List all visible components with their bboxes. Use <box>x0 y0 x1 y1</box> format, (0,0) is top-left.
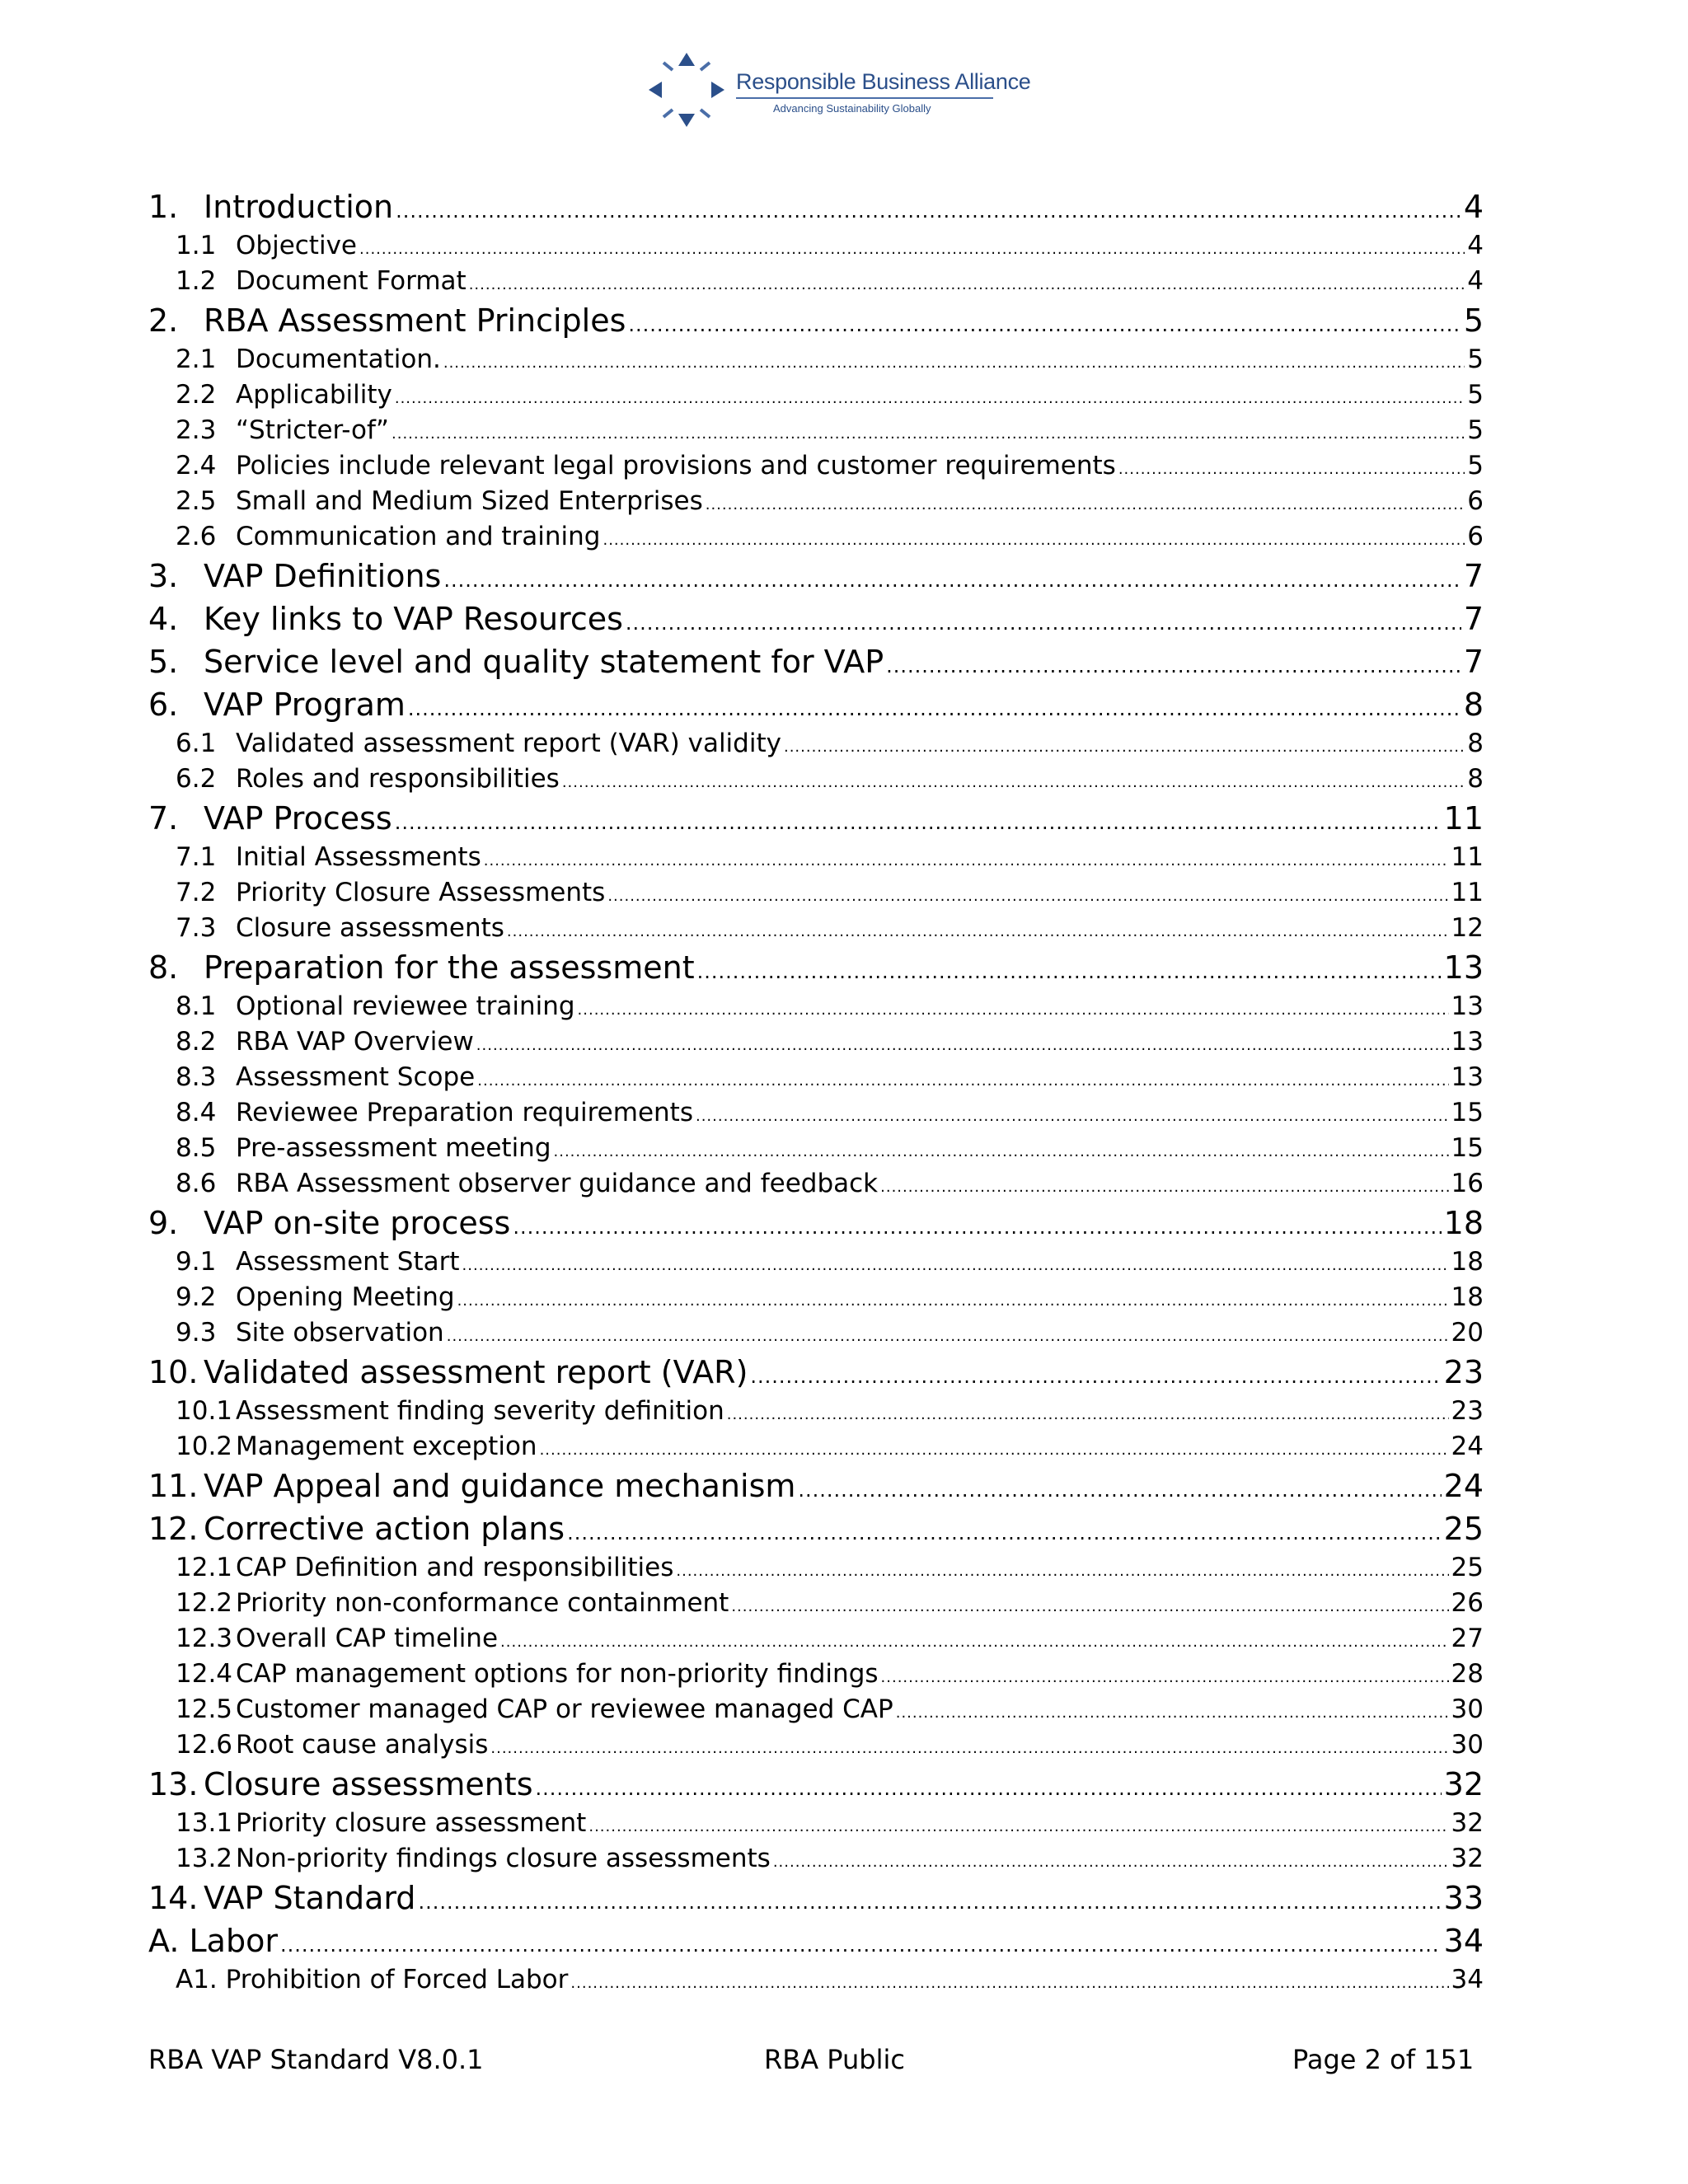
toc-entry-number: 8.4 <box>176 1098 217 1127</box>
toc-section-entry[interactable] <box>148 1763 1484 1806</box>
toc-subsection-entry[interactable] <box>148 1550 1484 1586</box>
toc-dot-leader <box>476 1028 1449 1063</box>
toc-section-entry[interactable] <box>148 1465 1484 1507</box>
toc-entry-number: 10.1 <box>176 1396 233 1426</box>
toc-subsection-entry[interactable] <box>148 1429 1484 1465</box>
toc-entry-number: 2.2 <box>176 380 217 410</box>
toc-dot-leader <box>896 1695 1449 1731</box>
toc-entry-title[interactable]: VAP Process <box>204 800 392 837</box>
toc-subsection-entry[interactable] <box>148 989 1484 1024</box>
toc-entry-title[interactable]: Management exception <box>236 1432 537 1461</box>
toc-entry-number: 6. <box>148 687 179 723</box>
toc-entry-number: 9.1 <box>176 1247 217 1277</box>
toc-entry-title[interactable]: Documentation. <box>236 344 441 374</box>
toc-entry-page[interactable]: 5 <box>1463 302 1484 339</box>
toc-dot-leader <box>443 559 1461 602</box>
toc-entry-title[interactable]: Opening Meeting <box>236 1282 455 1312</box>
toc-dot-leader <box>697 950 1442 993</box>
toc-subsection-entry[interactable] <box>148 1657 1484 1692</box>
toc-entry-page[interactable]: 11 <box>1451 842 1484 872</box>
toc-subsection-entry[interactable] <box>148 1394 1484 1429</box>
toc-entry-page[interactable]: 24 <box>1443 1468 1484 1504</box>
toc-entry-page[interactable]: 18 <box>1451 1247 1484 1277</box>
toc-entry-page[interactable]: 7 <box>1463 601 1484 637</box>
toc-entry-title[interactable]: Initial Assessments <box>236 842 481 872</box>
toc-dot-leader <box>798 1469 1441 1511</box>
toc-entry-number: 1. <box>148 189 179 225</box>
toc-entry-title[interactable]: Corrective action plans <box>204 1511 565 1547</box>
toc-subsection-entry[interactable] <box>148 762 1484 797</box>
toc-entry-page[interactable]: 11 <box>1443 800 1484 837</box>
toc-entry-title[interactable]: Closure assessments <box>204 1766 533 1802</box>
toc-entry-number: 2.1 <box>176 344 217 374</box>
toc-dot-leader <box>696 1099 1449 1134</box>
toc-entry-title[interactable]: A. Labor <box>148 1923 278 1959</box>
toc-entry-number: 10. <box>148 1354 199 1390</box>
toc-subsection-entry[interactable] <box>148 1095 1484 1131</box>
toc-section-entry[interactable] <box>148 683 1484 726</box>
toc-dot-leader <box>607 879 1448 914</box>
toc-entry-title[interactable]: Priority Closure Assessments <box>236 878 606 907</box>
toc-entry-page[interactable]: 4 <box>1467 266 1484 296</box>
toc-entry-page[interactable]: 25 <box>1451 1553 1484 1582</box>
toc-subsection-entry[interactable] <box>148 1806 1484 1841</box>
toc-entry-page[interactable]: 4 <box>1467 231 1484 260</box>
toc-entry-title[interactable]: Reviewee Preparation requirements <box>236 1098 693 1127</box>
toc-entry-page[interactable]: 7 <box>1463 644 1484 680</box>
toc-entry-page[interactable]: 11 <box>1451 878 1484 907</box>
toc-entry-title[interactable]: RBA Assessment observer guidance and feedback <box>236 1169 879 1198</box>
toc-dot-leader <box>881 1660 1449 1695</box>
toc-entry-number: 7.1 <box>176 842 217 872</box>
toc-entry-number: 1.2 <box>176 266 217 296</box>
toc-section-entry[interactable] <box>148 299 1484 342</box>
toc-entry-number: 8.6 <box>176 1169 217 1198</box>
footer-classification: RBA Public <box>764 2044 905 2075</box>
toc-entry-title[interactable]: Introduction <box>204 189 394 225</box>
toc-dot-leader <box>540 1432 1449 1468</box>
toc-dot-leader <box>462 1248 1449 1283</box>
toc-section-entry[interactable] <box>148 1877 1484 1919</box>
toc-entry-number: 7. <box>148 800 179 837</box>
toc-entry-number: 6.2 <box>176 764 217 794</box>
toc-section-entry[interactable] <box>148 185 1484 228</box>
toc-entry-title[interactable]: Preparation for the assessment <box>204 949 695 986</box>
toc-entry-page[interactable]: 6 <box>1467 486 1484 516</box>
org-name: Responsible Business Alliance <box>736 69 1031 94</box>
toc-section-entry[interactable] <box>148 946 1484 989</box>
toc-entry-page[interactable]: 25 <box>1443 1511 1484 1547</box>
toc-dot-leader <box>395 801 1442 844</box>
toc-entry-number: 3. <box>148 558 179 594</box>
toc-dot-leader <box>603 523 1465 558</box>
toc-dot-leader <box>1118 452 1465 487</box>
toc-entry-title[interactable]: VAP Appeal and guidance mechanism <box>204 1468 796 1504</box>
toc-dot-leader <box>628 303 1461 346</box>
toc-entry-page[interactable]: 5 <box>1467 415 1484 445</box>
toc-entry-number: 8.3 <box>176 1062 217 1092</box>
toc-subsection-entry[interactable] <box>148 840 1484 875</box>
toc-entry-page[interactable]: 8 <box>1467 729 1484 758</box>
toc-entry-page[interactable]: 4 <box>1463 189 1484 225</box>
toc-subsection-entry[interactable] <box>148 1131 1484 1166</box>
toc-entry-page[interactable]: 5 <box>1467 380 1484 410</box>
toc-dot-leader <box>457 1283 1449 1319</box>
toc-dot-leader <box>392 416 1465 452</box>
toc-entry-title[interactable]: Priority non-conformance containment <box>236 1588 729 1618</box>
toc-subsection-entry[interactable] <box>148 342 1484 377</box>
toc-entry-number: 2.6 <box>176 522 217 551</box>
toc-entry-number: 12.2 <box>176 1588 233 1618</box>
toc-entry-number: 2.5 <box>176 486 217 516</box>
toc-entry-title[interactable]: Pre-assessment meeting <box>236 1133 551 1163</box>
toc-entry-title[interactable]: RBA VAP Overview <box>236 1027 474 1057</box>
toc-entry-title[interactable]: Overall CAP timeline <box>236 1624 499 1653</box>
toc-entry-page[interactable]: 18 <box>1451 1282 1484 1312</box>
toc-entry-title[interactable]: VAP on-site process <box>204 1205 511 1241</box>
toc-section-entry[interactable] <box>148 555 1484 598</box>
toc-dot-leader <box>784 729 1465 765</box>
logo-divider <box>736 97 993 99</box>
toc-subsection-entry[interactable] <box>148 1962 1484 1998</box>
toc-entry-title[interactable]: RBA Assessment Principles <box>204 302 626 339</box>
toc-dot-leader <box>490 1731 1448 1766</box>
toc-entry-page[interactable]: 13 <box>1451 991 1484 1021</box>
toc-entry-page[interactable]: 5 <box>1467 344 1484 374</box>
toc-entry-number: 12. <box>148 1511 199 1547</box>
toc-subsection-entry[interactable] <box>148 875 1484 911</box>
toc-entry-title[interactable]: Validated assessment report (VAR) <box>204 1354 748 1390</box>
toc-entry-page[interactable]: 12 <box>1451 913 1484 943</box>
toc-dot-leader <box>562 765 1465 800</box>
toc-entry-number: 9. <box>148 1205 179 1241</box>
toc-subsection-entry[interactable] <box>148 448 1484 484</box>
toc-dot-leader <box>588 1809 1448 1844</box>
toc-dot-leader <box>500 1624 1449 1660</box>
toc-dot-leader <box>886 644 1461 687</box>
toc-subsection-entry[interactable] <box>148 1621 1484 1657</box>
toc-entry-number: 8.2 <box>176 1027 217 1057</box>
toc-entry-title[interactable]: Optional reviewee training <box>236 991 575 1021</box>
toc-entry-page[interactable]: 23 <box>1451 1396 1484 1426</box>
toc-subsection-entry[interactable] <box>148 519 1484 555</box>
toc-subsection-entry[interactable] <box>148 1166 1484 1202</box>
toc-entry-title[interactable]: CAP management options for non-priority findings <box>236 1659 879 1689</box>
toc-entry-page[interactable]: 23 <box>1443 1354 1484 1390</box>
toc-entry-number: 4. <box>148 601 179 637</box>
toc-entry-page[interactable]: 33 <box>1443 1880 1484 1916</box>
footer-page-number: Page 2 of 151 <box>1292 2044 1475 2075</box>
toc-entry-title[interactable]: Small and Medium Sized Enterprises <box>236 486 703 516</box>
toc-entry-number: 6.1 <box>176 729 217 758</box>
toc-entry-page[interactable]: 13 <box>1451 1062 1484 1092</box>
toc-subsection-entry[interactable] <box>148 1727 1484 1763</box>
toc-entry-title[interactable]: Site observation <box>236 1318 444 1347</box>
toc-entry-number: 8. <box>148 949 179 986</box>
toc-dot-leader <box>408 687 1461 730</box>
toc-section-entry[interactable] <box>148 640 1484 683</box>
toc-dot-leader <box>513 1206 1441 1249</box>
toc-entry-title[interactable]: Key links to VAP Resources <box>204 601 623 637</box>
toc-entry-title[interactable]: Policies include relevant legal provisions and customer requirements <box>236 451 1116 480</box>
toc-section-entry[interactable] <box>148 1202 1484 1244</box>
toc-subsection-entry[interactable] <box>148 484 1484 519</box>
toc-dot-leader <box>396 190 1461 232</box>
toc-entry-title[interactable]: Validated assessment report (VAR) validity <box>236 729 781 758</box>
toc-entry-title[interactable]: Closure assessments <box>236 913 504 943</box>
toc-entry-title[interactable]: VAP Program <box>204 687 406 723</box>
toc-dot-leader <box>578 992 1449 1028</box>
toc-entry-number: 12.5 <box>176 1694 233 1724</box>
toc-entry-title[interactable]: Non-priority findings closure assessments <box>236 1844 771 1873</box>
toc-entry-page[interactable]: 30 <box>1451 1730 1484 1760</box>
toc-entry-number: 2.4 <box>176 451 217 480</box>
toc-entry-number: 13.2 <box>176 1844 233 1873</box>
toc-entry-page[interactable]: 32 <box>1451 1844 1484 1873</box>
toc-section-entry[interactable] <box>148 1507 1484 1550</box>
toc-entry-page[interactable]: 32 <box>1451 1808 1484 1838</box>
toc-entry-page[interactable]: 28 <box>1451 1659 1484 1689</box>
toc-dot-leader <box>676 1554 1448 1589</box>
toc-entry-number: 2.3 <box>176 415 217 445</box>
toc-dot-leader <box>359 232 1465 267</box>
toc-entry-page[interactable]: 13 <box>1443 949 1484 986</box>
toc-entry-number: 12.3 <box>176 1624 233 1653</box>
toc-dot-leader <box>418 1881 1441 1924</box>
toc-entry-page[interactable]: 5 <box>1467 451 1484 480</box>
toc-subsection-entry[interactable] <box>148 264 1484 299</box>
toc-entry-page[interactable]: 13 <box>1451 1027 1484 1057</box>
toc-dot-leader <box>469 267 1465 302</box>
toc-dot-leader <box>477 1063 1448 1099</box>
toc-entry-title[interactable]: Assessment finding severity definition <box>236 1396 724 1426</box>
toc-entry-title[interactable]: “Stricter-of” <box>236 415 389 445</box>
toc-entry-page[interactable]: 15 <box>1451 1133 1484 1163</box>
toc-subsection-entry[interactable] <box>148 1586 1484 1621</box>
toc-section-entry[interactable] <box>148 1919 1484 1962</box>
toc-entry-number: 12.4 <box>176 1659 233 1689</box>
toc-dot-leader <box>570 1966 1448 2001</box>
toc-dot-leader <box>484 843 1449 879</box>
toc-entry-title[interactable]: Root cause analysis <box>236 1730 489 1760</box>
toc-subsection-entry[interactable] <box>148 1692 1484 1727</box>
toc-dot-leader <box>773 1844 1449 1880</box>
toc-entry-number: 12.6 <box>176 1730 233 1760</box>
toc-dot-leader <box>507 914 1449 949</box>
toc-subsection-entry[interactable] <box>148 1315 1484 1351</box>
toc-entry-page[interactable]: 26 <box>1451 1588 1484 1618</box>
toc-entry-number: 7.3 <box>176 913 217 943</box>
toc-entry-page[interactable]: 30 <box>1451 1694 1484 1724</box>
toc-subsection-entry[interactable] <box>148 1841 1484 1877</box>
toc-entry-title[interactable]: Roles and responsibilities <box>236 764 560 794</box>
toc-subsection-entry[interactable] <box>148 1280 1484 1315</box>
toc-entry-page[interactable]: 32 <box>1443 1766 1484 1802</box>
toc-entry-number: 7.2 <box>176 878 217 907</box>
toc-dot-leader <box>536 1767 1442 1810</box>
toc-entry-number: 2. <box>148 302 179 339</box>
toc-entry-number: 8.1 <box>176 991 217 1021</box>
toc-entry-page[interactable]: 7 <box>1463 558 1484 594</box>
toc-entry-page[interactable]: 27 <box>1451 1624 1484 1653</box>
toc-entry-page[interactable]: 34 <box>1443 1923 1484 1959</box>
toc-dot-leader <box>443 345 1465 381</box>
toc-entry-title[interactable]: Assessment Start <box>236 1247 460 1277</box>
toc-entry-number: 14. <box>148 1880 199 1916</box>
toc-dot-leader <box>395 381 1465 416</box>
toc-entry-number: 13. <box>148 1766 199 1802</box>
toc-entry-page[interactable]: 15 <box>1451 1098 1484 1127</box>
toc-entry-number: 5. <box>148 644 179 680</box>
toc-entry-page[interactable]: 20 <box>1451 1318 1484 1347</box>
toc-entry-page[interactable]: 8 <box>1463 687 1484 723</box>
toc-entry-title[interactable]: A1. Prohibition of Forced Labor <box>176 1965 569 1994</box>
toc-entry-page[interactable]: 18 <box>1443 1205 1484 1241</box>
toc-entry-title[interactable]: Priority closure assessment <box>236 1808 587 1838</box>
toc-dot-leader <box>280 1924 1442 1966</box>
table-of-contents <box>148 185 1484 1998</box>
toc-dot-leader <box>727 1397 1449 1432</box>
toc-entry-title[interactable]: Service level and quality statement for VAP <box>204 644 884 680</box>
toc-entry-page[interactable]: 34 <box>1451 1965 1484 1994</box>
toc-subsection-entry[interactable] <box>148 377 1484 413</box>
toc-entry-number: 13.1 <box>176 1808 233 1838</box>
toc-section-entry[interactable] <box>148 1351 1484 1394</box>
org-tagline: Advancing Sustainability Globally <box>773 102 931 115</box>
toc-entry-number: 10.2 <box>176 1432 233 1461</box>
toc-entry-page[interactable]: 16 <box>1451 1169 1484 1198</box>
toc-entry-title[interactable]: CAP Definition and responsibilities <box>236 1553 674 1582</box>
compass-arrows-icon <box>645 48 728 130</box>
toc-entry-title[interactable]: VAP Standard <box>204 1880 416 1916</box>
footer-document-version: RBA VAP Standard V8.0.1 <box>148 2044 484 2075</box>
toc-entry-title[interactable]: Communication and training <box>236 522 601 551</box>
toc-subsection-entry[interactable] <box>148 726 1484 762</box>
toc-entry-title[interactable]: VAP Definitions <box>204 558 442 594</box>
toc-entry-title[interactable]: Document Format <box>236 266 467 296</box>
toc-entry-title[interactable]: Applicability <box>236 380 392 410</box>
toc-dot-leader <box>626 602 1461 644</box>
toc-entry-number: 8.5 <box>176 1133 217 1163</box>
toc-entry-title[interactable]: Objective <box>236 231 357 260</box>
toc-entry-number: 1.1 <box>176 231 217 260</box>
toc-dot-leader <box>731 1589 1448 1624</box>
toc-entry-number: 9.2 <box>176 1282 217 1312</box>
toc-subsection-entry[interactable] <box>148 1060 1484 1095</box>
toc-dot-leader <box>750 1355 1441 1398</box>
toc-entry-title[interactable]: Customer managed CAP or reviewee managed CAP <box>236 1694 893 1724</box>
toc-dot-leader <box>447 1319 1449 1354</box>
toc-dot-leader <box>567 1511 1442 1554</box>
toc-entry-number: 11. <box>148 1468 199 1504</box>
toc-dot-leader <box>706 487 1465 523</box>
toc-entry-page[interactable]: 6 <box>1467 522 1484 551</box>
toc-section-entry[interactable] <box>148 797 1484 840</box>
toc-dot-leader <box>554 1134 1449 1169</box>
toc-entry-number: 9.3 <box>176 1318 217 1347</box>
toc-section-entry[interactable] <box>148 598 1484 640</box>
toc-dot-leader <box>880 1169 1448 1205</box>
toc-subsection-entry[interactable] <box>148 1024 1484 1060</box>
toc-entry-title[interactable]: Assessment Scope <box>236 1062 476 1092</box>
toc-subsection-entry[interactable] <box>148 1244 1484 1280</box>
toc-entry-page[interactable]: 8 <box>1467 764 1484 794</box>
toc-subsection-entry[interactable] <box>148 911 1484 946</box>
toc-subsection-entry[interactable] <box>148 228 1484 264</box>
toc-entry-number: 12.1 <box>176 1553 233 1582</box>
toc-subsection-entry[interactable] <box>148 413 1484 448</box>
rba-logo <box>645 48 1031 130</box>
toc-entry-page[interactable]: 24 <box>1451 1432 1484 1461</box>
